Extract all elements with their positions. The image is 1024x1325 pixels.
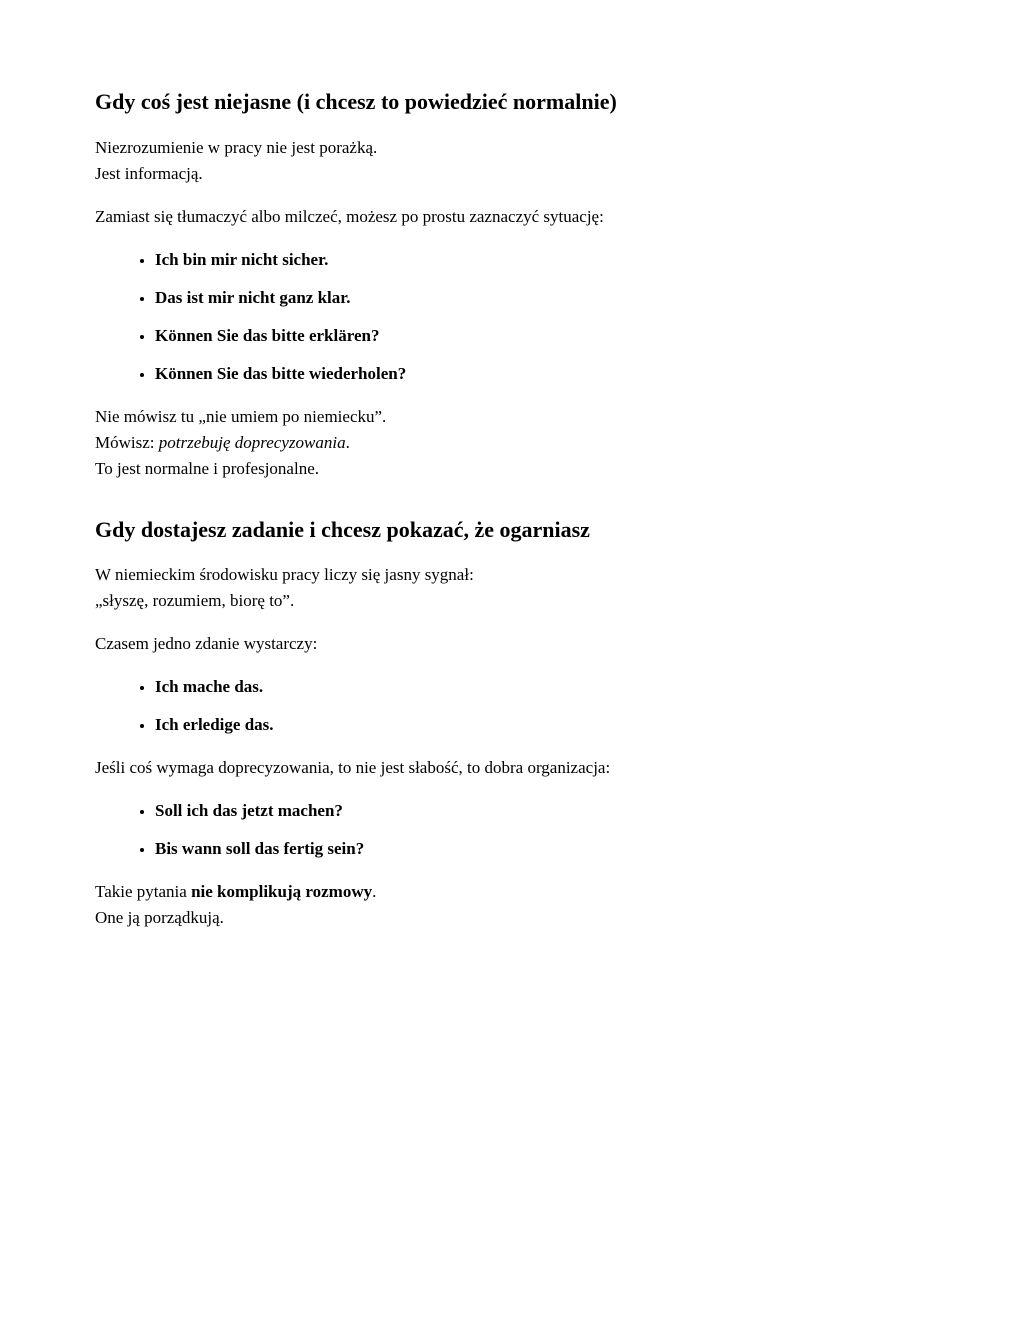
paragraph [95, 879, 929, 931]
section-heading-task: Gdy dostajesz zadanie i chcesz pokazać, że ogarniasz [95, 516, 590, 542]
section-unclear [95, 88, 929, 482]
paragraph [95, 631, 929, 657]
list-item: • Ich erledige das. [155, 712, 929, 738]
paragraph [95, 135, 929, 187]
text-line: One ją porządkują. [95, 908, 224, 928]
paragraph [95, 404, 929, 482]
text-line [95, 430, 929, 456]
list-item: • Ich bin mir nicht sicher. [155, 247, 929, 273]
text-line: Nie mówisz tu „nie umiem po niemiecku”. [95, 406, 387, 426]
paragraph [95, 204, 929, 230]
text-segment: . [345, 432, 350, 452]
text-line: Niezrozumienie w pracy nie jest porażką. [95, 137, 378, 157]
text-segment: . [372, 882, 377, 902]
bullet-list-confirm-phrases [95, 674, 929, 738]
text-line: Jest informacją. [95, 163, 203, 183]
section-heading-unclear: Gdy coś jest niejasne (i chcesz to powiedzieć normalnie) [95, 89, 617, 114]
text-line: W niemieckim środowisku pracy liczy się jasny sygnał: [95, 565, 474, 585]
paragraph [95, 562, 929, 614]
text-segment: Mówisz: [95, 432, 159, 452]
paragraph [95, 755, 929, 781]
text-line: Czasem jedno zdanie wystarczy: [95, 634, 318, 654]
list-item: • Können Sie das bitte erklären? [155, 323, 929, 349]
text-line: „słyszę, rozumiem, biorę to”. [95, 591, 295, 611]
text-line: To jest normalne i profesjonalne. [95, 458, 319, 478]
list-item: • Das ist mir nicht ganz klar. [155, 285, 929, 311]
text-line: Jeśli coś wymaga doprecyzowania, to nie jest słabość, to dobra organizacja: [95, 758, 611, 778]
list-item: • Ich mache das. [155, 674, 929, 700]
text-line [95, 879, 929, 905]
bold-text-segment: nie komplikują rozmowy [191, 882, 373, 902]
text-line: Zamiast się tłumaczyć albo milczeć, możesz po prostu zaznaczyć sytuację: [95, 206, 604, 226]
bullet-list-clarify-phrases [95, 247, 929, 387]
italic-text-segment: potrzebuję doprecyzowania [158, 432, 346, 452]
section-task [95, 516, 929, 932]
list-item: • Bis wann soll das fertig sein? [155, 836, 929, 862]
list-item: • Soll ich das jetzt machen? [155, 798, 929, 824]
bullet-list-question-phrases [95, 798, 929, 862]
text-segment: Takie pytania [95, 882, 192, 902]
list-item: • Können Sie das bitte wiederholen? [155, 361, 929, 387]
